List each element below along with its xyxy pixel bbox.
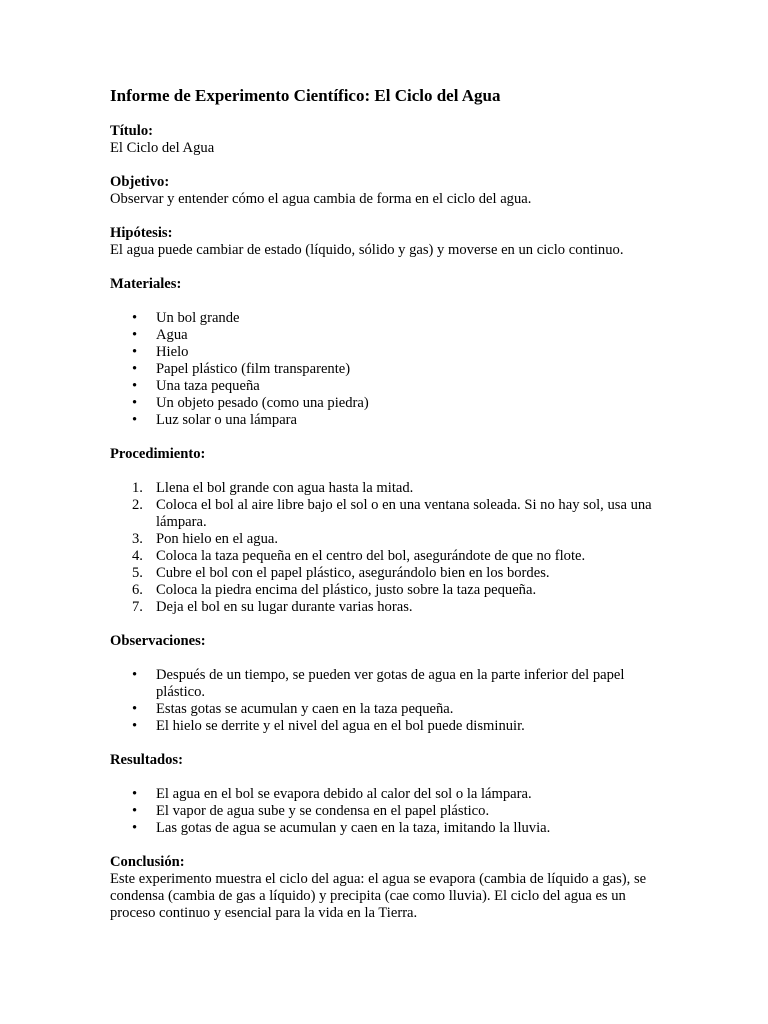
step-number: 6. <box>132 582 143 598</box>
section-titulo <box>110 123 670 157</box>
list-item <box>132 480 670 497</box>
list-item: • El hielo se derrite y el nivel del agua en el bol puede disminuir. <box>156 718 670 735</box>
step-number: 2. <box>132 497 143 513</box>
document-page <box>110 86 670 939</box>
section-objetivo <box>110 174 670 208</box>
list-item <box>132 582 670 599</box>
materiales-label: Materiales: <box>110 276 182 292</box>
materiales-list <box>110 310 670 429</box>
resultados-label: Resultados: <box>110 752 183 768</box>
document-title: Informe de Experimento Científico: El Ciclo del Agua <box>110 86 501 105</box>
observaciones-list <box>110 667 670 735</box>
titulo-text: El Ciclo del Agua <box>110 140 215 156</box>
hipotesis-text: El agua puede cambiar de estado (líquido, sólido y gas) y moverse en un ciclo continuo. <box>110 242 624 258</box>
list-item <box>132 497 670 531</box>
list-item: • El vapor de agua sube y se condensa en el papel plástico. <box>156 803 670 820</box>
procedimiento-label: Procedimiento: <box>110 446 206 462</box>
section-observaciones <box>110 633 670 735</box>
section-conclusion <box>110 854 670 922</box>
list-item: • Agua <box>156 327 670 344</box>
step-text: Coloca la taza pequeña en el centro del bol, asegurándote de que no flote. <box>156 548 586 564</box>
list-item: • Una taza pequeña <box>156 378 670 395</box>
list-item: • El agua en el bol se evapora debido al calor del sol o la lámpara. <box>156 786 670 803</box>
list-item: • Estas gotas se acumulan y caen en la taza pequeña. <box>156 701 670 718</box>
list-item: • Las gotas de agua se acumulan y caen en la taza, imitando la lluvia. <box>156 820 670 837</box>
step-text: Pon hielo en el agua. <box>156 531 278 547</box>
list-item <box>132 599 670 616</box>
list-item <box>132 548 670 565</box>
step-text: Llena el bol grande con agua hasta la mitad. <box>156 480 414 496</box>
step-number: 1. <box>132 480 143 496</box>
list-item: • Hielo <box>156 344 670 361</box>
list-item: • Un objeto pesado (como una piedra) <box>156 395 670 412</box>
step-number: 5. <box>132 565 143 581</box>
list-item: • Papel plástico (film transparente) <box>156 361 670 378</box>
list-item: • Un bol grande <box>156 310 670 327</box>
conclusion-label: Conclusión: <box>110 854 185 870</box>
objetivo-label: Objetivo: <box>110 174 170 190</box>
step-text: Deja el bol en su lugar durante varias horas. <box>156 599 413 615</box>
resultados-list <box>110 786 670 837</box>
conclusion-text: Este experimento muestra el ciclo del agua: el agua se evapora (cambia de líquido a gas), se condensa (cambia de gas a líquido) y precipita (cae como lluvia). El ciclo del agua es un proceso continuo y esencial para la vida en la Tierra. <box>110 871 647 921</box>
section-procedimiento <box>110 446 670 616</box>
observaciones-label: Observaciones: <box>110 633 206 649</box>
objetivo-text: Observar y entender cómo el agua cambia de forma en el ciclo del agua. <box>110 191 532 207</box>
step-number: 7. <box>132 599 143 615</box>
section-resultados <box>110 752 670 837</box>
step-text: Cubre el bol con el papel plástico, asegurándolo bien en los bordes. <box>156 565 550 581</box>
section-hipotesis <box>110 225 670 259</box>
section-materiales <box>110 276 670 429</box>
hipotesis-label: Hipótesis: <box>110 225 173 241</box>
titulo-label: Título: <box>110 123 153 139</box>
list-item <box>132 565 670 582</box>
procedimiento-list <box>110 480 670 616</box>
step-number: 4. <box>132 548 143 564</box>
step-number: 3. <box>132 531 143 547</box>
list-item: • Luz solar o una lámpara <box>156 412 670 429</box>
list-item: • Después de un tiempo, se pueden ver gotas de agua en la parte inferior del papel plástico. <box>156 667 670 701</box>
step-text: Coloca el bol al aire libre bajo el sol o en una ventana soleada. Si no hay sol, usa una lámpara. <box>156 497 652 530</box>
list-item <box>132 531 670 548</box>
step-text: Coloca la piedra encima del plástico, justo sobre la taza pequeña. <box>156 582 537 598</box>
